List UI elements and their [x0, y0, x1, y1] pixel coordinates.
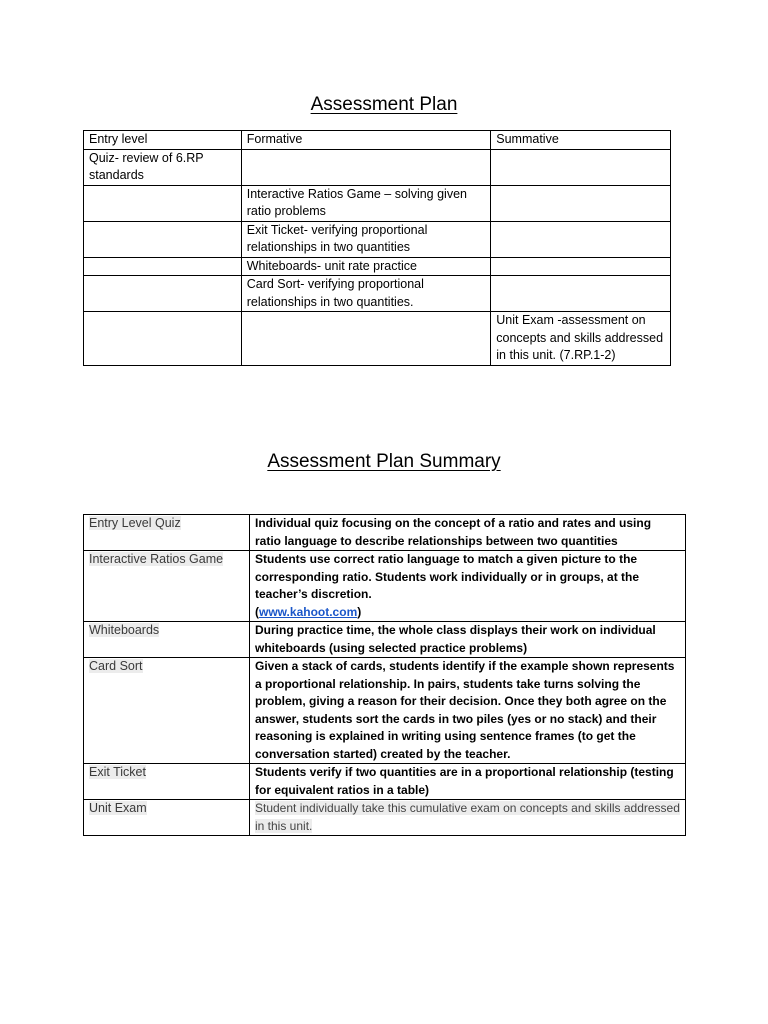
- table-cell: Card Sort- verifying proportional relationships in two quantities.: [241, 276, 491, 312]
- table-cell: Whiteboards- unit rate practice: [241, 257, 491, 276]
- table-row: [84, 800, 686, 836]
- table-cell: [241, 149, 491, 185]
- summary-description: Individual quiz focusing on the concept of a ratio and rates and using ratio language to describe relationships between two quantities: [250, 515, 686, 551]
- table-cell: [491, 221, 671, 257]
- table-cell: Quiz- review of 6.RP standards: [84, 149, 242, 185]
- table-row: [84, 764, 686, 800]
- table-cell: [84, 276, 242, 312]
- assessment-plan-summary-table: [83, 514, 686, 836]
- header-summative: Summative: [491, 131, 671, 150]
- kahoot-link[interactable]: www.kahoot.com: [259, 604, 358, 619]
- table-cell: Unit Exam -assessment on concepts and skills addressed in this unit. (7.RP.1-2): [491, 312, 671, 366]
- summary-description: Students use correct ratio language to match a given picture to the corresponding ratio. Students work individually or in groups, at the teacher’s discretion. (www.kahoot.com): [250, 551, 686, 622]
- summary-label: Exit Ticket: [84, 764, 250, 800]
- table-row: [84, 658, 686, 764]
- table-cell: [491, 276, 671, 312]
- table-row: [84, 149, 671, 185]
- summary-description: Student individually take this cumulative exam on concepts and skills addressed in this unit.: [250, 800, 686, 836]
- table-cell: [84, 257, 242, 276]
- table-row: [84, 257, 671, 276]
- assessment-plan-title: Assessment Plan: [310, 94, 458, 115]
- table-cell: [241, 312, 491, 366]
- table-row: [84, 312, 671, 366]
- assessment-plan-table: [83, 130, 671, 366]
- summary-label: Entry Level Quiz: [84, 515, 250, 551]
- summary-label: Card Sort: [84, 658, 250, 764]
- table-cell: [491, 149, 671, 185]
- table-cell: [491, 185, 671, 221]
- table-row: [84, 551, 686, 622]
- table-row: [84, 276, 671, 312]
- table-cell: Exit Ticket- verifying proportional relationships in two quantities: [241, 221, 491, 257]
- table-cell: [84, 221, 242, 257]
- table-row: [84, 515, 686, 551]
- table-cell: Interactive Ratios Game – solving given ratio problems: [241, 185, 491, 221]
- table-row: [84, 622, 686, 658]
- table-cell: [84, 185, 242, 221]
- table-cell: [84, 312, 242, 366]
- summary-description: Students verify if two quantities are in a proportional relationship (testing for equivalent ratios in a table): [250, 764, 686, 800]
- header-entry-level: Entry level: [84, 131, 242, 150]
- summary-description: Given a stack of cards, students identify if the example shown represents a proportional relationship. In pairs, students take turns solving the problem, giving a reason for their decision. Once they both agree on the answer, students sort the cards in two piles (yes or no stack) and their reasoning is explained in writing using sentence frames (to get the conversation started) created by the teacher.: [250, 658, 686, 764]
- header-formative: Formative: [241, 131, 491, 150]
- table-header-row: [84, 131, 671, 150]
- table-row: [84, 185, 671, 221]
- summary-label: Interactive Ratios Game: [84, 551, 250, 622]
- assessment-plan-summary-title: Assessment Plan Summary: [267, 451, 501, 472]
- summary-label: Whiteboards: [84, 622, 250, 658]
- summary-label: Unit Exam: [84, 800, 250, 836]
- summary-description: During practice time, the whole class displays their work on individual whiteboards (using selected practice problems): [250, 622, 686, 658]
- table-cell: [491, 257, 671, 276]
- table-row: [84, 221, 671, 257]
